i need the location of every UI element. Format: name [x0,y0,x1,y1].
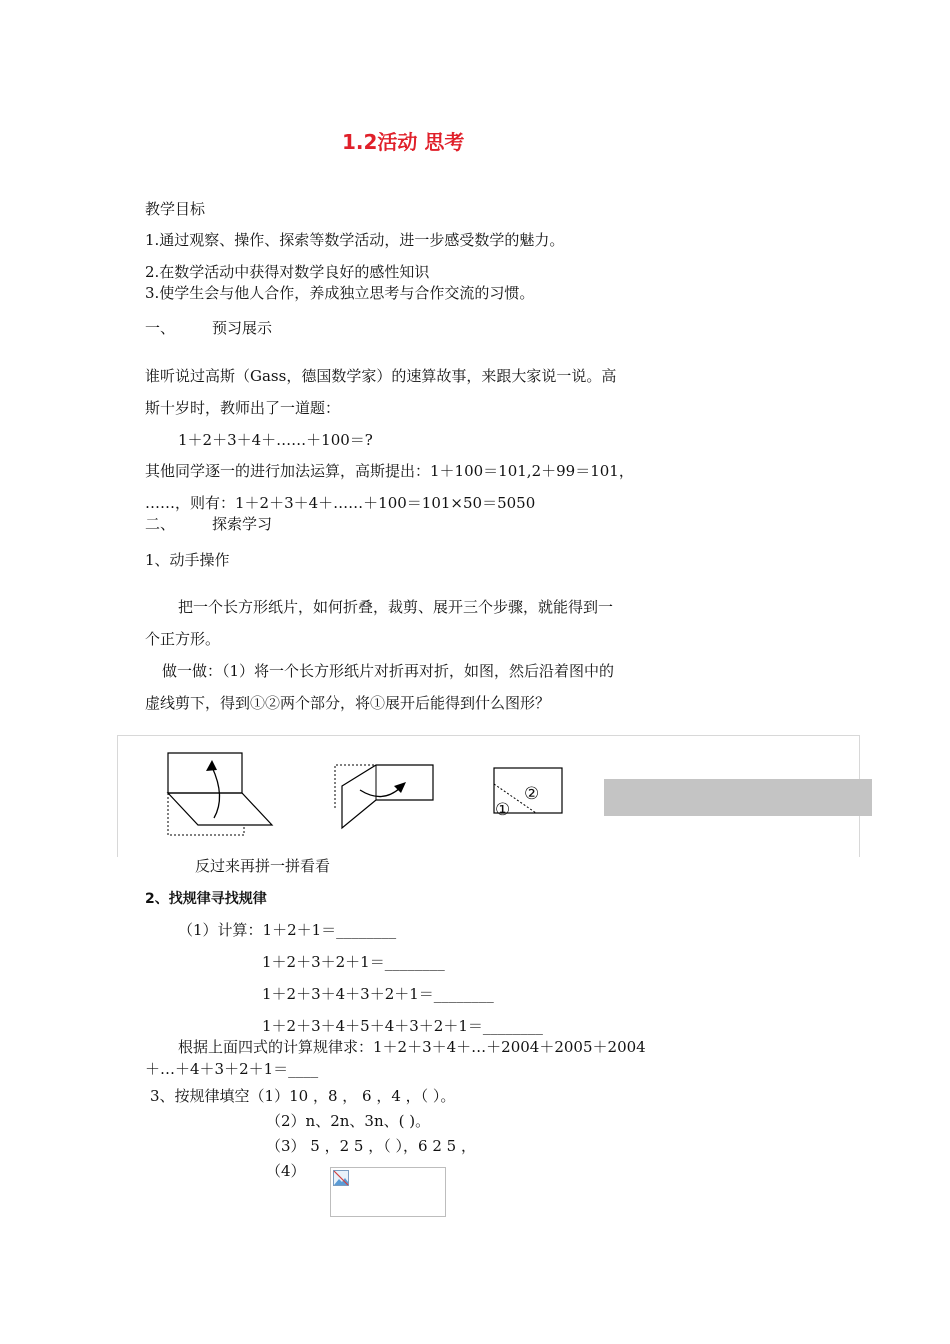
broken-image-icon [333,1170,349,1186]
goal-item: 1.通过观察、操作、探索等数学活动，进一步感受数学的魅力。 [145,231,565,249]
missing-image-box [330,1167,446,1217]
section2-title: 探索学习 [212,515,273,533]
goal-item: 3.使学生会与他人合作，养成独立思考与合作交流的习惯。 [145,284,535,302]
fold-diagram-2 [330,760,440,832]
section1-title: 预习展示 [212,319,273,337]
fill-item: （4） [266,1162,306,1180]
section2-number: 二、 [145,515,176,533]
calc-line: （1）计算：1＋2＋1＝________ [178,921,397,939]
gauss-paragraph-line: 斯十岁时，教师出了一道题： [145,399,341,417]
gauss-paragraph-line: 谁听说过高斯（Gass，德国数学家）的速算故事，来跟大家说一说。高 [145,367,617,385]
page-title: 1.2活动 思考 [342,130,465,154]
calc-line: 1＋2＋3＋2＋1＝________ [262,953,445,971]
goal-item: 2.在数学活动中获得对数学良好的感性知识 [145,263,430,281]
answer-bar [604,779,872,816]
activity-paragraph-line: 把一个长方形纸片，如何折叠，裁剪、展开三个步骤，就能得到一 [178,598,614,616]
fold-diagram-1 [160,745,280,840]
fill-heading: 3、按规律填空（1）10 ，8 ， 6 ，4 ，（ ）。 [150,1087,456,1105]
figure-caption: 反过来再拼一拼看看 [195,857,331,875]
gauss-formula: 1＋2＋3＋4＋……＋100＝? [178,431,373,449]
gauss-solution-line: ……，则有：1＋2＋3＋4＋……＋100＝101×50＝5050 [145,494,536,512]
fill-item: （3） 5 ，2 5 ，（ ），6 2 5 ， [266,1137,476,1155]
goals-heading: 教学目标 [145,200,206,218]
section1-number: 一、 [145,319,176,337]
rule-line: ＋…＋4＋3＋2＋1＝____ [145,1060,319,1078]
part-label-two: ② [524,784,540,804]
activity-paragraph-line: 做一做：（1）将一个长方形纸片对折再对折，如图，然后沿着图中的 [162,662,615,680]
part-label-one: ① [495,800,511,820]
calc-line: 1＋2＋3＋4＋5＋4＋3＋2＋1＝________ [262,1017,543,1035]
calc-line: 1＋2＋3＋4＋3＋2＋1＝________ [262,985,494,1003]
rule-line: 根据上面四式的计算规律求：1＋2＋3＋4＋…＋2004＋2005＋2004 [178,1038,646,1056]
gauss-solution-line: 其他同学逐一的进行加法运算，高斯提出：1＋100＝101,2＋99＝101， [145,462,634,480]
subsection-heading: 1、动手操作 [145,551,230,569]
activity-paragraph-line: 个正方形。 [145,630,221,648]
activity-paragraph-line: 虚线剪下，得到①②两个部分，将①展开后能得到什么图形？ [145,694,551,712]
subsection-heading: 2、找规律寻找规律 [145,891,267,907]
fill-item: （2）n、2n、3n、( )。 [266,1112,431,1130]
